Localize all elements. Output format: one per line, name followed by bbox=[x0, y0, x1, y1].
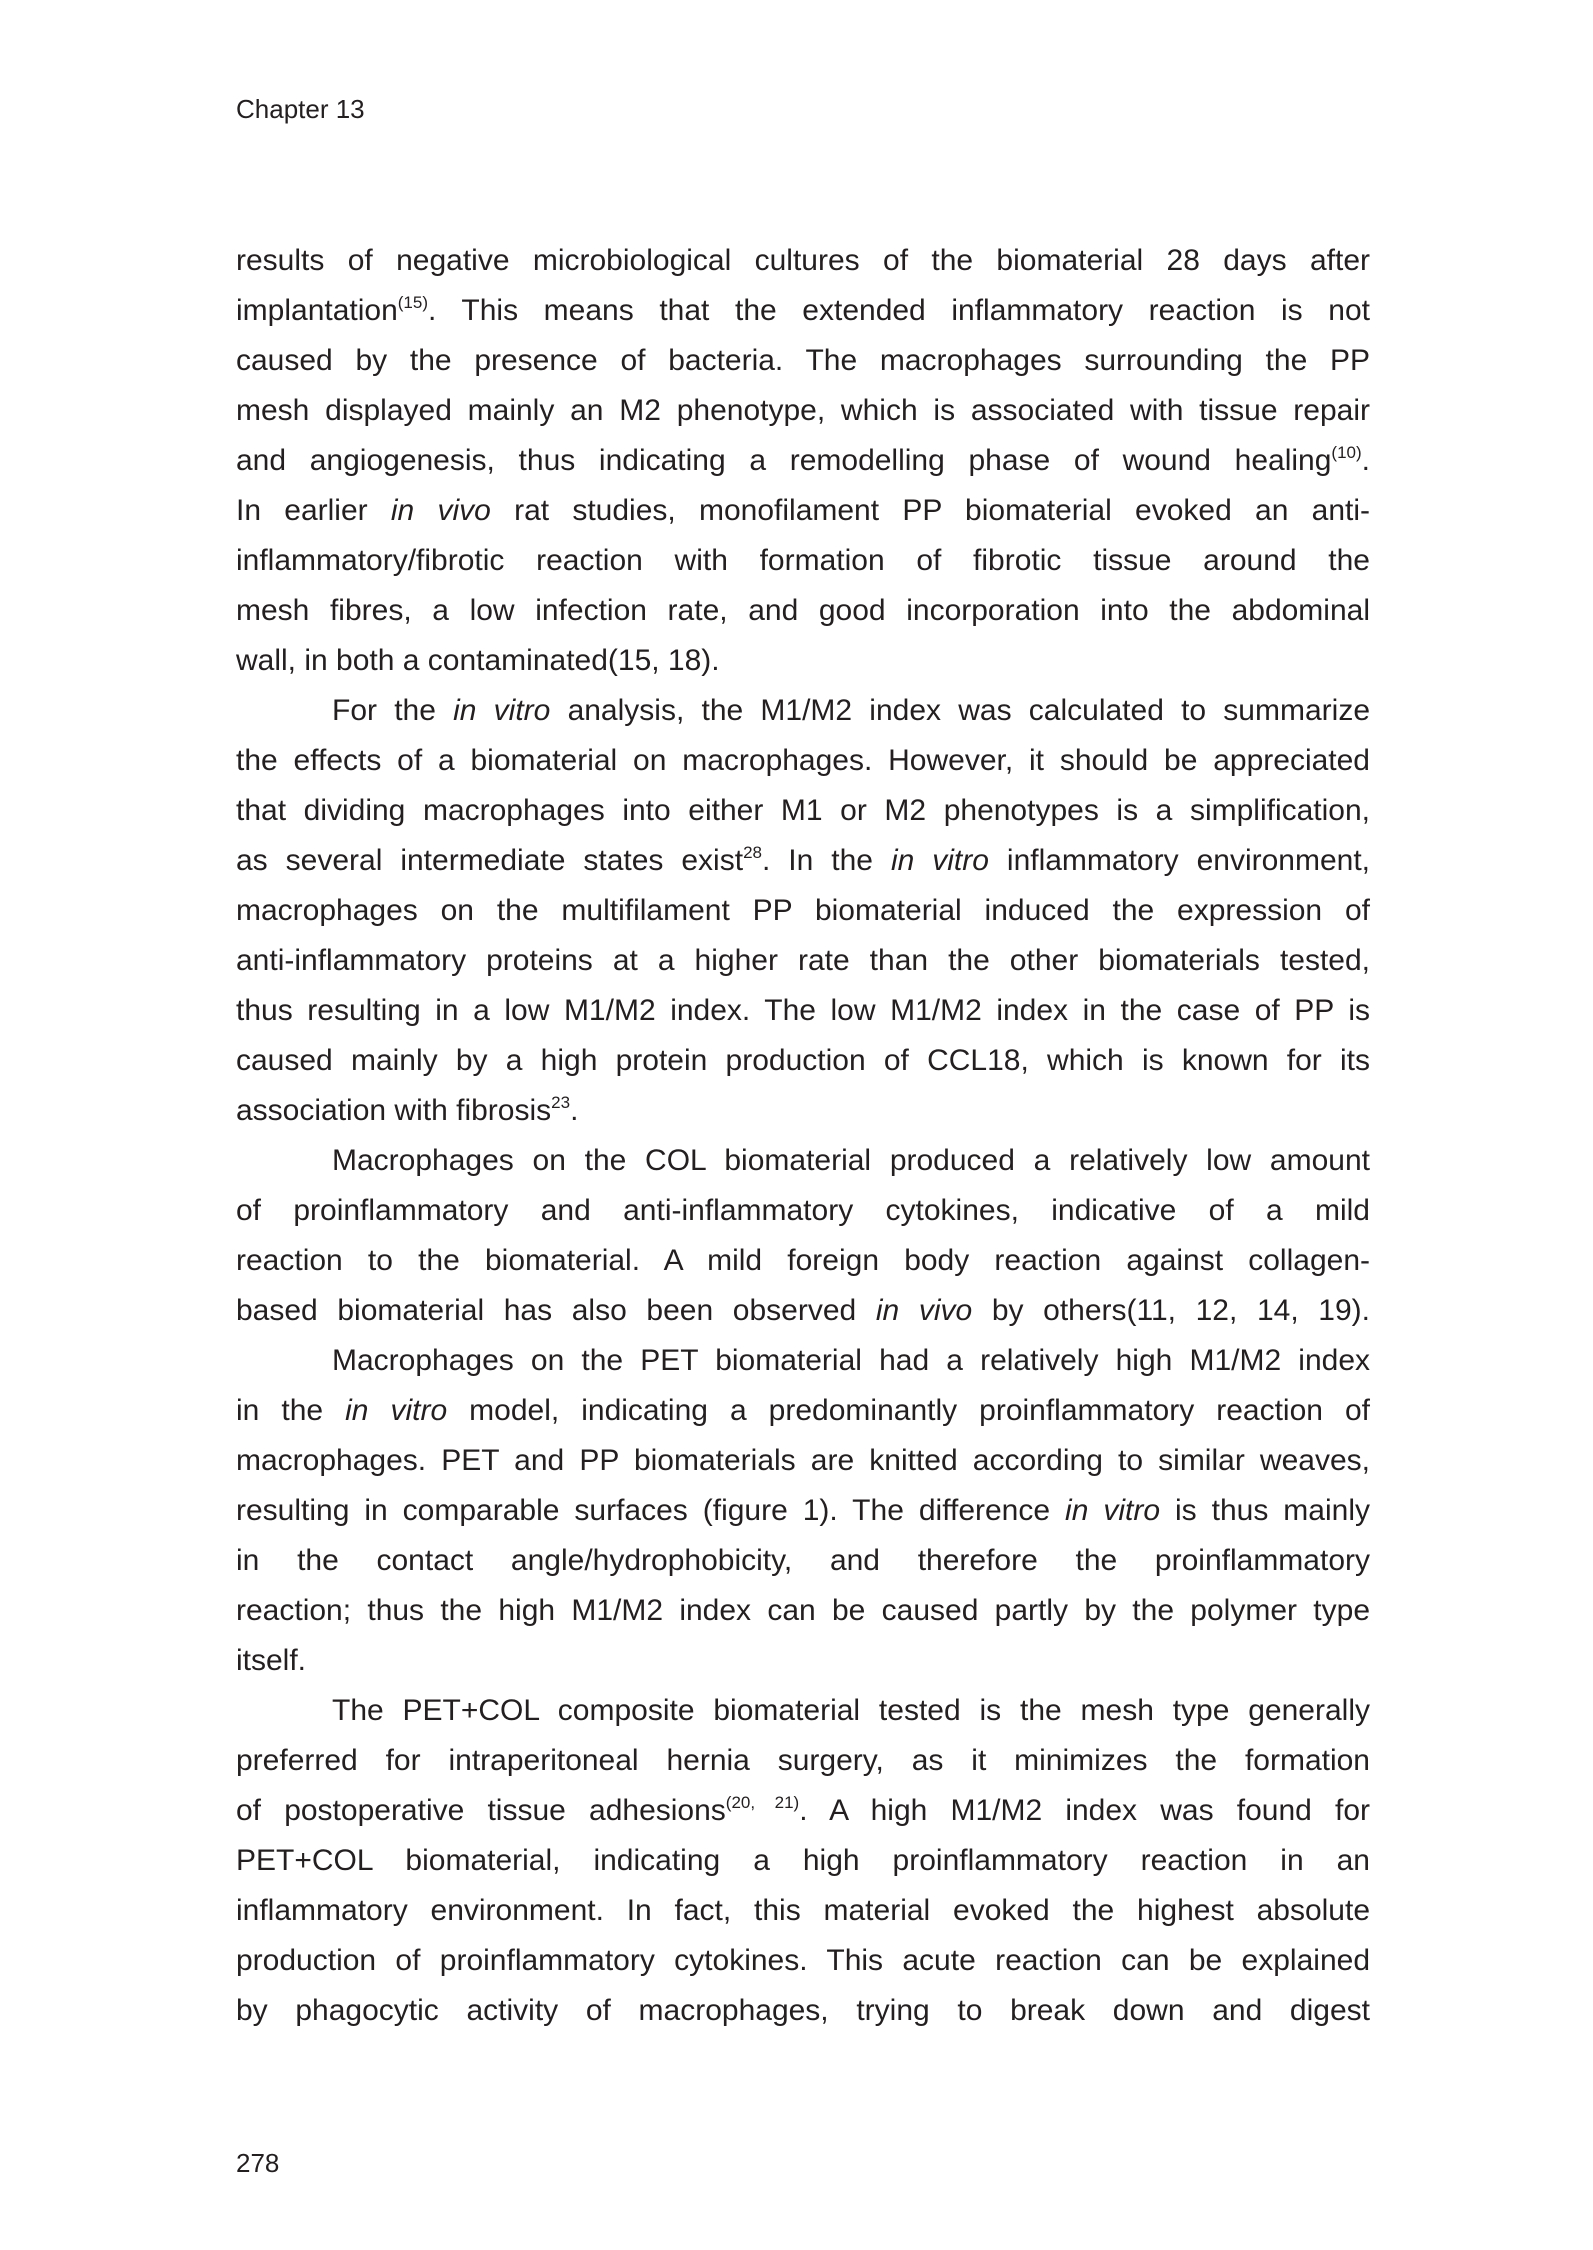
text-line bbox=[236, 1886, 1370, 1936]
text-line bbox=[236, 786, 1370, 836]
text-line bbox=[236, 636, 1370, 686]
citation-superscript: (10) bbox=[1331, 443, 1362, 462]
text-run: analysis, the M1/M2 index was calculated to summarize bbox=[550, 694, 1371, 727]
text-run: reaction to the biomaterial. A mild foreign body reaction against collagen- bbox=[236, 1244, 1370, 1277]
text-line bbox=[236, 386, 1370, 436]
text-line bbox=[236, 1986, 1370, 2036]
text-run: caused by the presence of bacteria. The macrophages surrounding the PP bbox=[236, 344, 1370, 377]
text-run: inflammatory environment. In fact, this material evoked the highest absolute bbox=[236, 1894, 1370, 1927]
text-run: . bbox=[570, 1094, 579, 1127]
text-run: PET+COL biomaterial, indicating a high proinflammatory reaction in an bbox=[236, 1844, 1370, 1877]
text-line bbox=[236, 1386, 1370, 1436]
text-line bbox=[236, 436, 1370, 486]
citation-superscript: (20, 21) bbox=[725, 1793, 800, 1812]
italic-term: in vitro bbox=[345, 1394, 448, 1427]
text-run: of proinflammatory and anti-inflammatory cytokines, indicative of a mild bbox=[236, 1194, 1370, 1227]
text-run: inflammatory environment, bbox=[988, 844, 1370, 877]
text-line bbox=[236, 1686, 1370, 1736]
text-run: by phagocytic activity of macrophages, trying to break down and digest bbox=[236, 1994, 1370, 2027]
text-run: resulting in comparable surfaces (figure 1). The difference bbox=[236, 1494, 1066, 1527]
text-run: inflammatory/fibrotic reaction with formation of fibrotic tissue around the bbox=[236, 544, 1370, 577]
text-line bbox=[236, 886, 1370, 936]
citation-superscript: 28 bbox=[743, 843, 762, 862]
italic-term: in vivo bbox=[875, 1294, 973, 1327]
text-run: based biomaterial has also been observed bbox=[236, 1294, 876, 1327]
text-line bbox=[236, 686, 1370, 736]
text-run: anti-inflammatory proteins at a higher rate than the other biomaterials tested, bbox=[236, 944, 1370, 977]
text-line bbox=[236, 1736, 1370, 1786]
text-run: results of negative microbiological cultures of the biomaterial 28 days after bbox=[236, 244, 1370, 277]
text-line bbox=[236, 1336, 1370, 1386]
text-run: mesh fibres, a low infection rate, and good incorporation into the abdominal bbox=[236, 594, 1370, 627]
text-line bbox=[236, 586, 1370, 636]
text-run: preferred for intraperitoneal hernia surgery, as it minimizes the formation bbox=[236, 1744, 1370, 1777]
text-line bbox=[236, 1286, 1370, 1336]
text-line bbox=[236, 836, 1370, 886]
text-run: For the bbox=[332, 694, 454, 727]
text-run: by others(11, 12, 14, 19). bbox=[972, 1294, 1370, 1327]
text-run: . This means that the extended inflammatory reaction is not bbox=[428, 294, 1370, 327]
text-run: the effects of a biomaterial on macrophages. However, it should be appreciated bbox=[236, 744, 1370, 777]
text-run: reaction; thus the high M1/M2 index can be caused partly by the polymer type bbox=[236, 1594, 1370, 1627]
text-line bbox=[236, 1486, 1370, 1536]
text-line bbox=[236, 1086, 1370, 1136]
running-header: Chapter 13 bbox=[236, 94, 365, 124]
citation-superscript: 23 bbox=[551, 1093, 571, 1112]
text-run: in the contact angle/hydrophobicity, and therefore the proinflammatory bbox=[236, 1544, 1370, 1577]
text-run: . A high M1/M2 index was found for bbox=[799, 1794, 1370, 1827]
text-line bbox=[236, 986, 1370, 1036]
text-run: thus resulting in a low M1/M2 index. The low M1/M2 index in the case of PP is bbox=[236, 994, 1370, 1027]
text-line bbox=[236, 1836, 1370, 1886]
text-line bbox=[236, 1236, 1370, 1286]
text-line bbox=[236, 486, 1370, 536]
text-line bbox=[236, 1136, 1370, 1186]
text-run: wall, in both a contaminated(15, 18). bbox=[236, 644, 720, 677]
text-line bbox=[236, 936, 1370, 986]
text-run: production of proinflammatory cytokines. This acute reaction can be explained bbox=[236, 1944, 1370, 1977]
text-run: . bbox=[1361, 444, 1370, 477]
italic-term: in vitro bbox=[890, 844, 989, 877]
text-run: caused mainly by a high protein production of CCL18, which is known for its bbox=[236, 1044, 1370, 1077]
text-line bbox=[236, 1436, 1370, 1486]
text-run: Macrophages on the PET biomaterial had a relatively high M1/M2 index bbox=[332, 1344, 1370, 1377]
text-run: as several intermediate states exist bbox=[236, 844, 744, 877]
citation-superscript: (15) bbox=[397, 293, 428, 312]
text-run: implantation bbox=[236, 294, 398, 327]
text-run: rat studies, monofilament PP biomaterial evoked an anti- bbox=[490, 494, 1370, 527]
text-line bbox=[236, 336, 1370, 386]
text-run: The PET+COL composite biomaterial tested is the mesh type generally bbox=[332, 1694, 1370, 1727]
text-run: macrophages on the multifilament PP biomaterial induced the expression of bbox=[236, 894, 1370, 927]
text-run: of postoperative tissue adhesions bbox=[236, 1794, 726, 1827]
text-run: . In the bbox=[761, 844, 891, 877]
italic-term: in vitro bbox=[1065, 1494, 1161, 1527]
body-text bbox=[236, 236, 1370, 2036]
text-run: Macrophages on the COL biomaterial produced a relatively low amount bbox=[332, 1144, 1370, 1177]
italic-term: in vivo bbox=[390, 494, 491, 527]
text-run: itself. bbox=[236, 1644, 307, 1677]
text-line bbox=[236, 1786, 1370, 1836]
text-line bbox=[236, 1586, 1370, 1636]
text-run: macrophages. PET and PP biomaterials are knitted according to similar weaves, bbox=[236, 1444, 1370, 1477]
italic-term: in vitro bbox=[453, 694, 551, 727]
text-line bbox=[236, 1936, 1370, 1986]
text-line bbox=[236, 1536, 1370, 1586]
text-line bbox=[236, 1036, 1370, 1086]
page-number: 278 bbox=[236, 2148, 280, 2178]
text-line bbox=[236, 236, 1370, 286]
text-line bbox=[236, 1186, 1370, 1236]
text-run: mesh displayed mainly an M2 phenotype, which is associated with tissue repair bbox=[236, 394, 1370, 427]
text-run: In earlier bbox=[236, 494, 391, 527]
text-line bbox=[236, 536, 1370, 586]
text-run: in the bbox=[236, 1394, 346, 1427]
text-run: model, indicating a predominantly proinflammatory reaction of bbox=[447, 1394, 1370, 1427]
text-run: that dividing macrophages into either M1 or M2 phenotypes is a simplification, bbox=[236, 794, 1370, 827]
text-line bbox=[236, 1636, 1370, 1686]
text-run: and angiogenesis, thus indicating a remodelling phase of wound healing bbox=[236, 444, 1332, 477]
text-run: association with fibrosis bbox=[236, 1094, 552, 1127]
text-run: is thus mainly bbox=[1160, 1494, 1370, 1527]
text-line bbox=[236, 286, 1370, 336]
text-line bbox=[236, 736, 1370, 786]
